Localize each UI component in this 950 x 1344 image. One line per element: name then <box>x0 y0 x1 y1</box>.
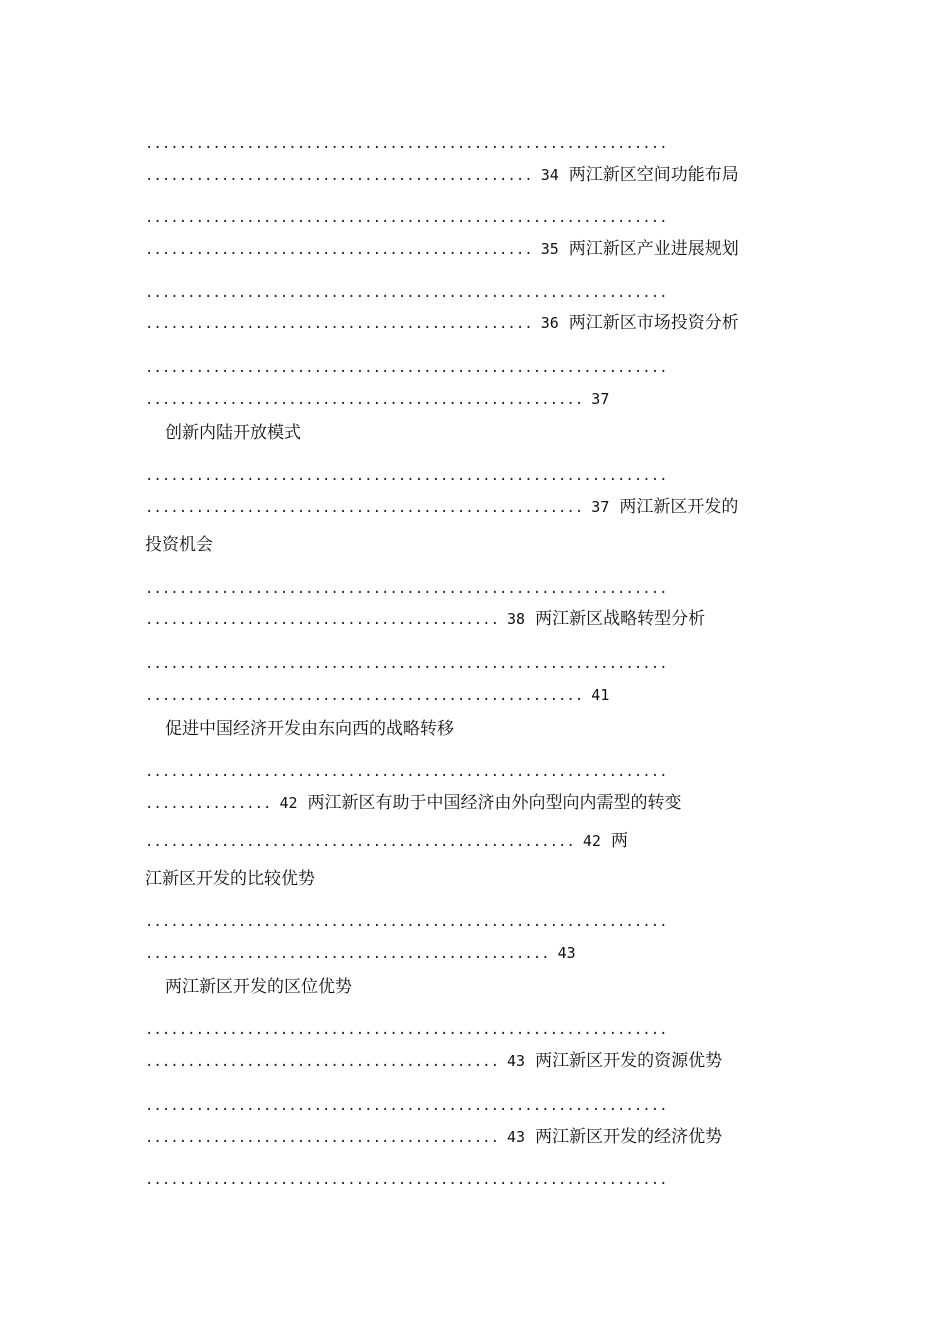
dot-leader: .......................................... <box>145 1130 500 1146</box>
toc-leader-line <box>145 205 805 229</box>
toc-leader-line <box>145 651 805 675</box>
toc-leader-line <box>145 131 805 155</box>
dot-leader: ................................................... <box>145 834 575 850</box>
page-number: 43 <box>557 944 576 962</box>
dot-leader: .......................................... <box>145 612 500 628</box>
dot-leader: .............................................................. <box>145 360 668 376</box>
dot-leader: .............................................................. <box>145 656 668 672</box>
entry-title: 两江新区开发的 <box>619 497 739 517</box>
dot-leader: .............................................. <box>145 168 533 184</box>
entry-title-continued: 江新区开发的比较优势 <box>145 869 315 889</box>
toc-leader-line <box>145 463 805 487</box>
entry-title: 两江新区有助于中国经济由外向型向内需型的转变 <box>307 793 682 813</box>
dot-leader: .............................................. <box>145 242 533 258</box>
entry-title: 两江新区开发的区位优势 <box>165 977 352 997</box>
dot-leader: .............................................................. <box>145 914 668 930</box>
entry-title: 两 <box>610 831 628 851</box>
dot-leader: .............................................................. <box>145 764 668 780</box>
dot-leader: .............................................................. <box>145 136 668 152</box>
toc-entry <box>145 607 805 631</box>
dot-leader: ............... <box>145 796 272 812</box>
page-number: 37 <box>591 390 610 408</box>
toc-entry <box>145 1125 805 1149</box>
toc-entry <box>145 683 805 707</box>
dot-leader: .............................................................. <box>145 285 668 301</box>
entry-title: 两江新区产业进展规划 <box>568 239 739 259</box>
dot-leader: .................................................... <box>145 688 584 704</box>
entry-title: 两江新区开发的资源优势 <box>535 1051 723 1071</box>
toc-entry <box>145 495 805 519</box>
page-number: 42 <box>582 832 601 850</box>
toc-entry <box>145 941 805 965</box>
dot-leader: .................................................... <box>145 500 584 516</box>
page-number: 38 <box>507 610 526 628</box>
toc-leader-line <box>145 576 805 600</box>
toc-entry <box>145 829 805 853</box>
entry-title-continued: 投资机会 <box>145 535 213 555</box>
toc-leader-line <box>145 355 805 379</box>
page-number: 43 <box>507 1052 526 1070</box>
entry-title: 创新内陆开放模式 <box>165 423 301 443</box>
toc-leader-line <box>145 1017 805 1041</box>
page-number: 42 <box>279 794 298 812</box>
dot-leader: .......................................... <box>145 1054 500 1070</box>
toc-entry <box>145 1049 805 1073</box>
dot-leader: .............................................................. <box>145 210 668 226</box>
entry-title: 两江新区战略转型分析 <box>535 609 706 629</box>
toc-leader-line <box>145 1167 805 1191</box>
dot-leader: .............................................................. <box>145 581 668 597</box>
toc-entry <box>145 387 805 411</box>
toc-leader-line <box>145 909 805 933</box>
toc-entry <box>145 311 805 335</box>
dot-leader: .............................................................. <box>145 468 668 484</box>
entry-title: 两江新区空间功能布局 <box>568 165 739 185</box>
page-number: 35 <box>540 240 559 258</box>
toc-leader-line <box>145 280 805 304</box>
dot-leader: .............................................................. <box>145 1172 668 1188</box>
entry-title: 两江新区市场投资分析 <box>568 313 739 333</box>
toc-entry <box>145 163 805 187</box>
page-number: 36 <box>540 314 559 332</box>
dot-leader: .............................................................. <box>145 1098 668 1114</box>
dot-leader: .................................................... <box>145 392 584 408</box>
dot-leader: .............................................................. <box>145 1022 668 1038</box>
page-number: 34 <box>540 166 559 184</box>
entry-title: 促进中国经济开发由东向西的战略转移 <box>165 719 454 739</box>
toc-entry <box>145 237 805 261</box>
page-number: 37 <box>591 498 610 516</box>
page-number: 43 <box>507 1128 526 1146</box>
toc-entry <box>145 791 805 815</box>
dot-leader: ................................................ <box>145 946 550 962</box>
dot-leader: .............................................. <box>145 316 533 332</box>
entry-title: 两江新区开发的经济优势 <box>535 1127 723 1147</box>
toc-leader-line <box>145 1093 805 1117</box>
toc-leader-line <box>145 759 805 783</box>
page-number: 41 <box>591 686 610 704</box>
